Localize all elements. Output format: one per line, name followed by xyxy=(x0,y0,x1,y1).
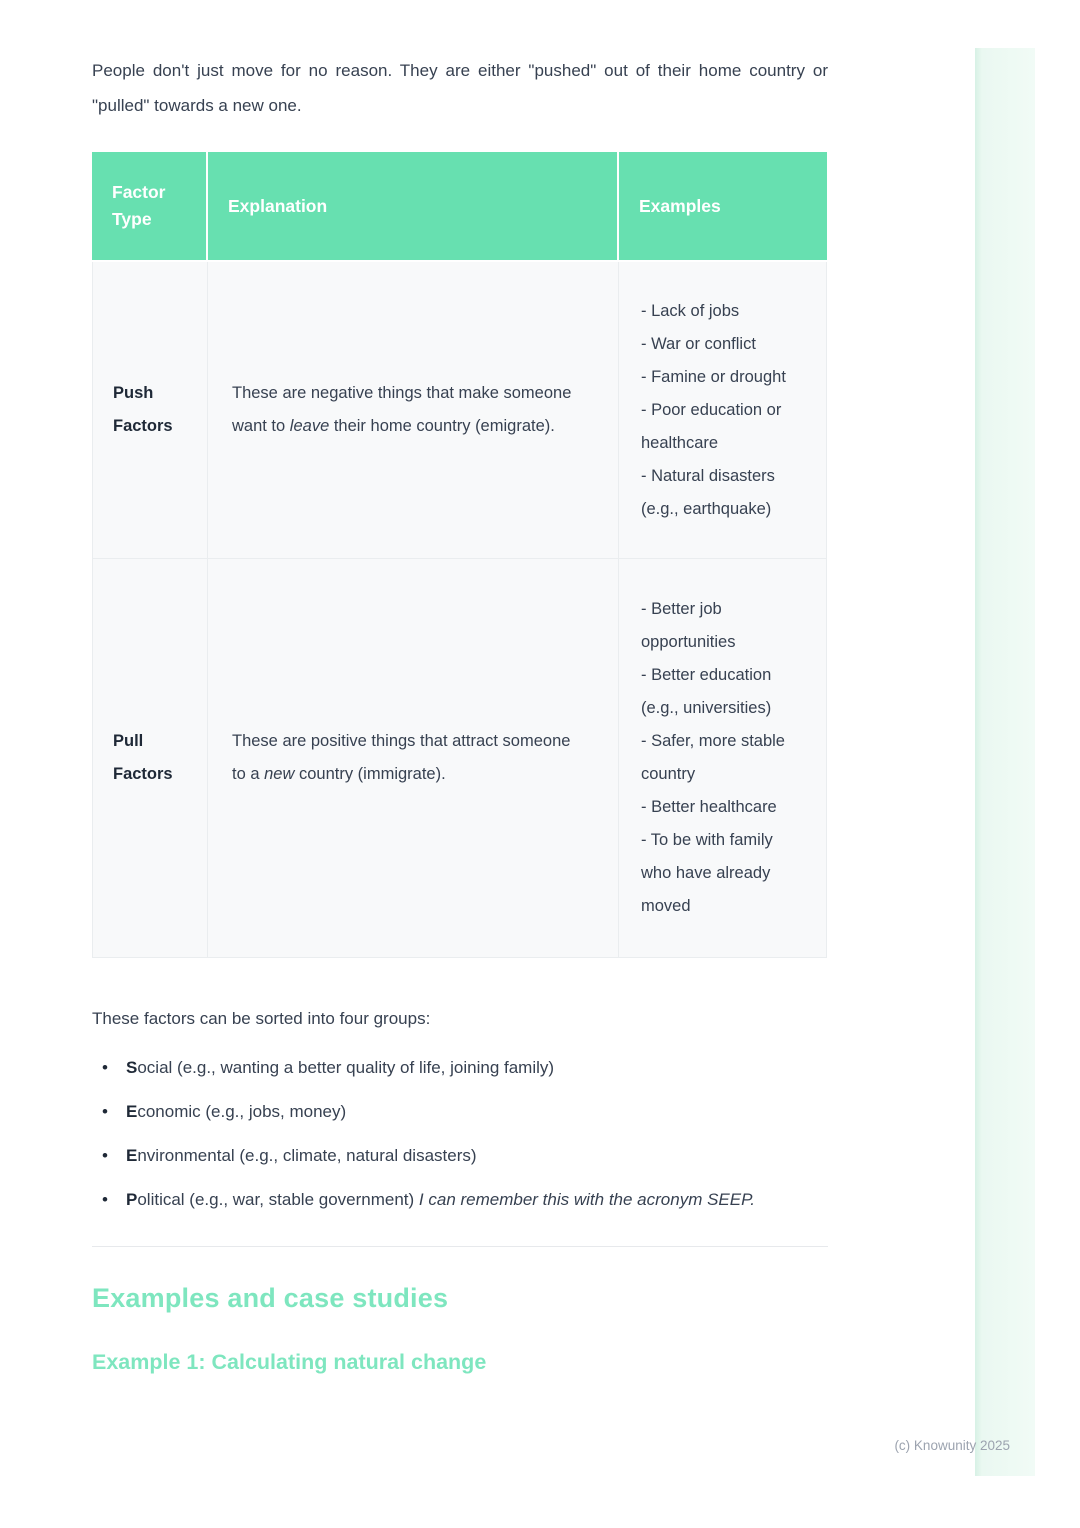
intro-paragraph: People don't just move for no reason. They are either "pushed" out of their home country or "pulled" towards a new one. xyxy=(92,61,828,115)
explanation-cell xyxy=(208,559,619,958)
section-divider xyxy=(92,1246,828,1247)
list-item-note: I can remember this with the acronym SEEP. xyxy=(418,1190,755,1209)
list-item-text: conomic (e.g., jobs, money) xyxy=(137,1102,347,1121)
subsection-heading: Example 1: Calculating natural change xyxy=(92,1350,487,1374)
explanation-text: These are negative things that make someone want to xyxy=(232,384,572,435)
example-line: - Better job opportunities xyxy=(641,600,736,651)
groups-intro-text: These factors can be sorted into four groups: xyxy=(92,1009,431,1028)
example-line: - Lack of jobs xyxy=(641,301,740,320)
explanation-emphasis: new xyxy=(264,765,295,783)
list-item-political xyxy=(92,1183,828,1217)
copyright-notice: (c) Knowunity 2025 xyxy=(894,1438,1010,1453)
example-line: - Better healthcare xyxy=(641,798,777,816)
seep-groups-list xyxy=(92,1051,828,1217)
factor-type-cell: Pull Factors xyxy=(92,559,208,958)
column-header-explanation: Explanation xyxy=(208,152,619,262)
list-item-text: ocial (e.g., wanting a better quality of life, joining family) xyxy=(137,1058,555,1077)
example-line: - Safer, more stable country xyxy=(641,732,785,783)
column-header-examples: Examples xyxy=(619,152,827,262)
examples-cell xyxy=(619,559,827,958)
table-row-pull-factors xyxy=(92,559,827,958)
explanation-text: These are positive things that attract someone to a xyxy=(232,732,571,783)
list-item-environmental xyxy=(92,1139,828,1173)
explanation-emphasis: leave xyxy=(289,417,330,435)
table-header-row xyxy=(92,152,827,262)
explanation-text: their home country (emigrate). xyxy=(329,417,555,435)
list-item-economic xyxy=(92,1095,828,1129)
column-header-factor-type: Factor Type xyxy=(92,152,208,262)
list-item-lead: P xyxy=(126,1190,138,1209)
list-item-lead: E xyxy=(126,1146,138,1165)
content-column xyxy=(92,0,828,1375)
list-item-social xyxy=(92,1051,828,1085)
section-heading: Examples and case studies xyxy=(92,1283,449,1313)
right-accent-bar xyxy=(975,48,1035,1476)
factor-type-cell: Push Factors xyxy=(92,262,208,559)
explanation-text: country (immigrate). xyxy=(294,765,446,783)
explanation-cell xyxy=(208,262,619,559)
example-line: - Better education (e.g., universities) xyxy=(641,666,772,717)
list-item-lead: S xyxy=(126,1058,138,1077)
list-item-lead: E xyxy=(126,1102,138,1121)
example-line: - To be with family who have already moved xyxy=(641,831,773,915)
list-item-text: olitical (e.g., war, stable government) xyxy=(137,1190,419,1209)
list-item-text: nvironmental (e.g., climate, natural disasters) xyxy=(137,1146,477,1165)
example-line: - Famine or drought xyxy=(641,367,786,386)
examples-cell xyxy=(619,262,827,559)
example-line: - War or conflict xyxy=(641,334,756,353)
factors-table xyxy=(92,152,827,958)
example-line: - Poor education or healthcare xyxy=(641,400,782,452)
example-line: - Natural disasters (e.g., earthquake) xyxy=(641,466,775,518)
table-row-push-factors xyxy=(92,262,827,559)
